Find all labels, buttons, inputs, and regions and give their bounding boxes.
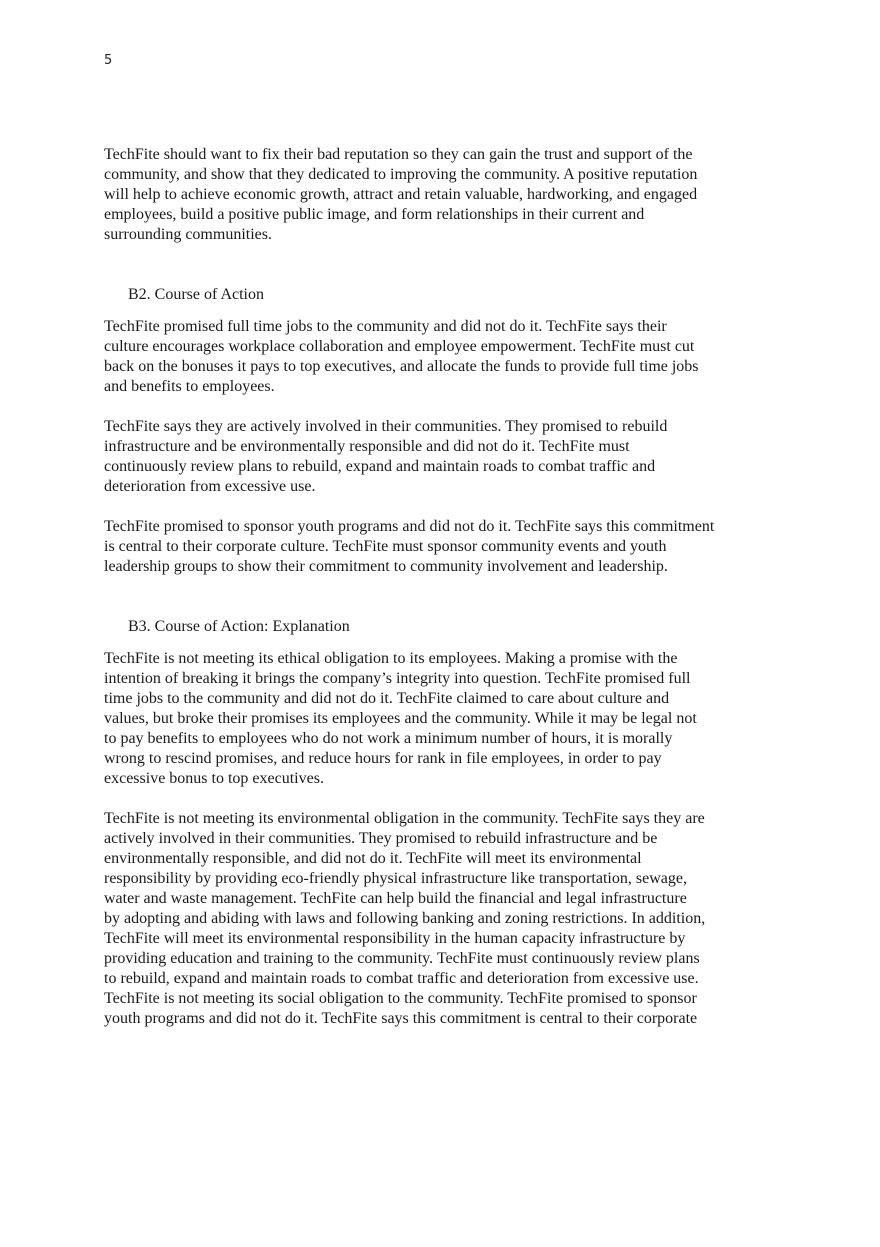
b3-paragraph-2: TechFite is not meeting its environmental obligation in the community. TechFite says they are actively involved in their communities. They promised to rebuild infrastructure and be environmentally responsible, and did not do it. TechFite will meet its environmental responsibility by providing eco-friendly physical infrastructure like transportation, sewage, water and waste management. TechFite can help build the financial and legal infrastructure by adopting and abiding with laws and following banking and zoning restrictions. In addition, TechFite will meet its environmental responsibility in the human capacity infrastructure by providing education and training to the community. TechFite must continuously review plans to rebuild, expand and maintain roads to combat traffic and deterioration from excessive use. TechFite is not meeting its social obligation to the community. TechFite promised to sponsor youth programs and did not do it. TechFite says this commitment is central to their corporate: [104, 810, 706, 1027]
section-heading-b2: B2. Course of Action: [128, 286, 264, 303]
b3-paragraph-1: TechFite is not meeting its ethical obligation to its employees. Making a promise with the intention of breaking it brings the company’s integrity into question. TechFite promised full time jobs to the community and did not do it. TechFite claimed to care about culture and values, but broke their promises its employees and the community. While it may be legal not to pay benefits to employees who do not work a minimum number of hours, it is morally wrong to rescind promises, and reduce hours for rank in file employees, in order to pay excessive bonus to top executives.: [104, 650, 697, 787]
b2-paragraph-3: TechFite promised to sponsor youth programs and did not do it. TechFite says this commitment is central to their corporate culture. TechFite must sponsor community events and youth leadership groups to show their commitment to community involvement and leadership.: [104, 518, 715, 575]
page-number: 5: [104, 53, 113, 68]
b2-paragraph-2: TechFite says they are actively involved in their communities. They promised to rebuild infrastructure and be environmentally responsible and did not do it. TechFite must continuously review plans to rebuild, expand and maintain roads to combat traffic and deterioration from excessive use.: [104, 418, 668, 495]
page-body: [104, 145, 784, 1029]
section-heading-b3: B3. Course of Action: Explanation: [128, 618, 350, 635]
intro-paragraph: TechFite should want to fix their bad reputation so they can gain the trust and support of the community, and show that they dedicated to improving the community. A positive reputation will help to achieve economic growth, attract and retain valuable, hardworking, and engaged employees, build a positive public image, and form relationships in their current and surrounding communities.: [104, 146, 698, 243]
b2-paragraph-1: TechFite promised full time jobs to the community and did not do it. TechFite says their culture encourages workplace collaboration and employee empowerment. TechFite must cut back on the bonuses it pays to top executives, and allocate the funds to provide full time jobs and benefits to employees.: [104, 318, 699, 395]
